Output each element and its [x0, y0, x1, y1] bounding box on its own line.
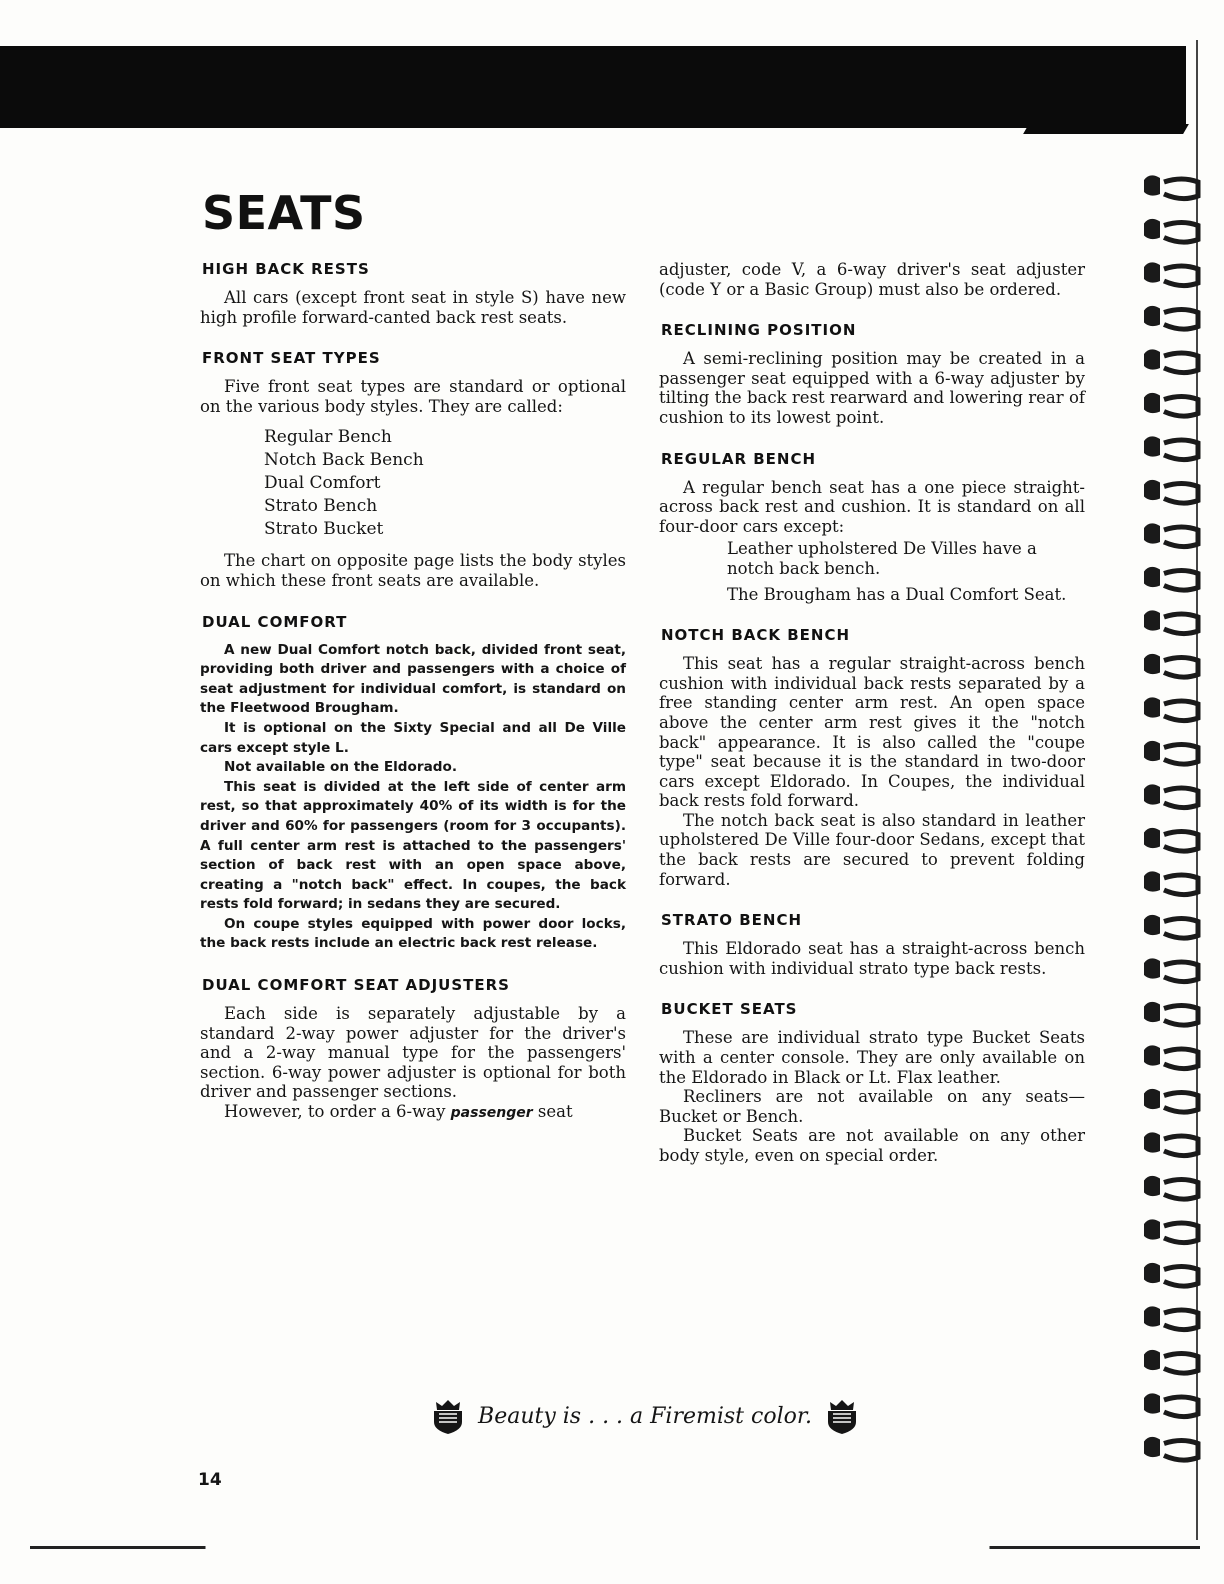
spiral-ring	[1144, 393, 1198, 416]
dual-comfort-p2: It is optional on the Sixty Special and all De Ville cars except style L.	[200, 719, 626, 756]
header-black-band	[0, 46, 1186, 128]
spiral-ring	[1144, 1045, 1198, 1068]
adjusters-p2-start: However, to order a 6-way	[224, 1102, 451, 1122]
section-reclining-position	[659, 321, 1085, 427]
left-column	[200, 260, 626, 1124]
bucket-p2: Recliners are not available on any seats—Bucket or Bench.	[659, 1087, 1085, 1126]
bucket-p3: Bucket Seats are not available on any other body style, even on special order.	[659, 1126, 1085, 1165]
spiral-ring	[1144, 262, 1198, 285]
spiral-ring	[1144, 654, 1198, 677]
regular-bench-exception-1: Leather upholstered De Villes have a notch back bench.	[727, 539, 1037, 578]
dual-comfort-p5: On coupe styles equipped with power door locks, the back rests include an electric back rest release.	[200, 915, 626, 952]
spiral-binding	[1142, 168, 1202, 1488]
seat-type-item: Notch Back Bench	[264, 450, 424, 471]
spiral-ring	[1144, 697, 1198, 720]
heading-regular-bench: REGULAR BENCH	[661, 449, 817, 468]
spiral-ring	[1144, 219, 1198, 242]
footer-slogan-row	[420, 1394, 870, 1438]
heading-front-seat-types: FRONT SEAT TYPES	[202, 349, 381, 368]
spiral-ring	[1144, 349, 1198, 372]
section-regular-bench	[659, 450, 1085, 605]
high-back-rests-text: All cars (except front seat in style S) have new high profile forward-canted back rest seats.	[200, 288, 626, 327]
regular-bench-text: A regular bench seat has a one piece straight-across back rest and cushion. It is standard on all four-door cars except:	[659, 477, 1085, 536]
dual-comfort-p4: This seat is divided at the left side of center arm rest, so that approximately 40% of its width is for the driver and 60% for passengers (room for 3 occupants). A full center arm rest is attached to the passengers' section of back rest with an open space above, creating a "notch back" effect. In coupes, the back rests fold forward; in sedans they are secured.	[200, 778, 626, 913]
heading-reclining-position: RECLINING POSITION	[661, 321, 857, 340]
spiral-ring	[1144, 1002, 1198, 1025]
spiral-ring	[1144, 1306, 1198, 1329]
bottom-scuff-line	[30, 1546, 1200, 1549]
reclining-text: A semi-reclining position may be created in a passenger seat equipped with a 6-way adjuster by tilting the back rest rearward and lowering rear of cushion to its lowest point.	[659, 349, 1085, 427]
adjusters-p1: Each side is separately adjustable by a standard 2-way power adjuster for the driver's and a 2-way manual type for the passengers' section. 6-way power adjuster is optional for both driver and passenger sections.	[200, 1004, 626, 1102]
dual-comfort-p3: Not available on the Eldorado.	[224, 759, 457, 776]
heading-notch-back-bench: NOTCH BACK BENCH	[661, 626, 851, 645]
spiral-ring	[1144, 1263, 1198, 1286]
heading-dual-comfort: DUAL COMFORT	[202, 612, 348, 631]
spiral-ring	[1144, 175, 1198, 198]
seat-type-item: Dual Comfort	[264, 473, 381, 494]
spiral-ring	[1144, 828, 1198, 851]
spiral-ring	[1144, 523, 1198, 546]
spiral-ring	[1144, 480, 1198, 503]
right-column	[659, 260, 1085, 1166]
spiral-ring	[1144, 958, 1198, 981]
crest-icon	[428, 1396, 468, 1436]
front-seat-types-intro: Five front seat types are standard or optional on the various body styles. They are called:	[200, 377, 626, 416]
heading-bucket-seats: BUCKET SEATS	[661, 1000, 798, 1019]
adjusters-p2-end: seat	[532, 1102, 573, 1122]
spiral-ring	[1144, 871, 1198, 894]
adjusters-p2	[200, 1102, 626, 1124]
bucket-p1: These are individual strato type Bucket Seats with a center console. They are only available on the Eldorado in Black or Lt. Flax leather.	[659, 1028, 1085, 1087]
adjusters-continuation: adjuster, code V, a 6-way driver's seat adjuster (code Y or a Basic Group) must also be ordered.	[659, 260, 1085, 299]
spiral-ring	[1144, 1132, 1198, 1155]
section-strato-bench	[659, 911, 1085, 978]
front-seat-types-outro: The chart on opposite page lists the body styles on which these front seats are available.	[200, 551, 626, 590]
section-notch-back-bench	[659, 626, 1085, 889]
dual-comfort-p1: A new Dual Comfort notch back, divided front seat, providing both driver and passengers with a choice of seat adjustment for individual comfort, is standard on the Fleetwood Brougham.	[200, 641, 626, 717]
heading-strato-bench: STRATO BENCH	[661, 911, 803, 930]
seat-type-item: Strato Bucket	[264, 519, 384, 540]
seat-type-item: Regular Bench	[264, 427, 392, 448]
seat-type-list	[264, 426, 626, 541]
section-bucket-seats	[659, 1000, 1085, 1165]
page-title: SEATS	[202, 186, 366, 240]
spiral-ring	[1144, 784, 1198, 807]
crest-icon	[822, 1396, 862, 1436]
spiral-ring	[1144, 1219, 1198, 1242]
strato-bench-text: This Eldorado seat has a straight-across bench cushion with individual strato type back rests.	[659, 939, 1085, 978]
section-high-back-rests	[200, 260, 626, 327]
section-dual-comfort	[200, 613, 626, 955]
spiral-ring	[1144, 610, 1198, 633]
heading-high-back-rests: HIGH BACK RESTS	[202, 260, 370, 278]
spiral-ring	[1144, 741, 1198, 764]
spiral-ring	[1144, 1437, 1198, 1460]
footer-slogan: Beauty is . . . a Firemist color.	[478, 1403, 812, 1429]
regular-bench-exception-2: The Brougham has a Dual Comfort Seat.	[727, 584, 1067, 604]
notch-back-p1: This seat has a regular straight-across bench cushion with individual back rests separated by a free standing center arm rest. An open space above the center arm rest gives it the "notch back" appearance. It is also called the "coupe type" seat because it is the standard in two-door cars except Eldorado. In Coupes, the individual back rests fold forward.	[659, 654, 1085, 811]
spiral-ring	[1144, 915, 1198, 938]
spiral-ring	[1144, 1393, 1198, 1416]
page-number: 14	[198, 1470, 222, 1490]
section-front-seat-types	[200, 349, 626, 590]
spiral-ring	[1144, 306, 1198, 329]
spiral-ring	[1144, 1089, 1198, 1112]
spiral-ring	[1144, 1176, 1198, 1199]
spiral-ring	[1144, 567, 1198, 590]
spiral-ring	[1144, 436, 1198, 459]
adjusters-p2-emphasis: passenger	[450, 1105, 533, 1122]
notch-back-p2: The notch back seat is also standard in leather upholstered De Ville four-door Sedans, except that the back rests are secured to prevent folding forward.	[659, 810, 1085, 889]
seat-type-item: Strato Bench	[264, 496, 378, 517]
spiral-ring	[1144, 1350, 1198, 1373]
heading-dual-comfort-adjusters: DUAL COMFORT SEAT ADJUSTERS	[202, 976, 510, 995]
section-dual-comfort-adjusters	[200, 976, 626, 1124]
